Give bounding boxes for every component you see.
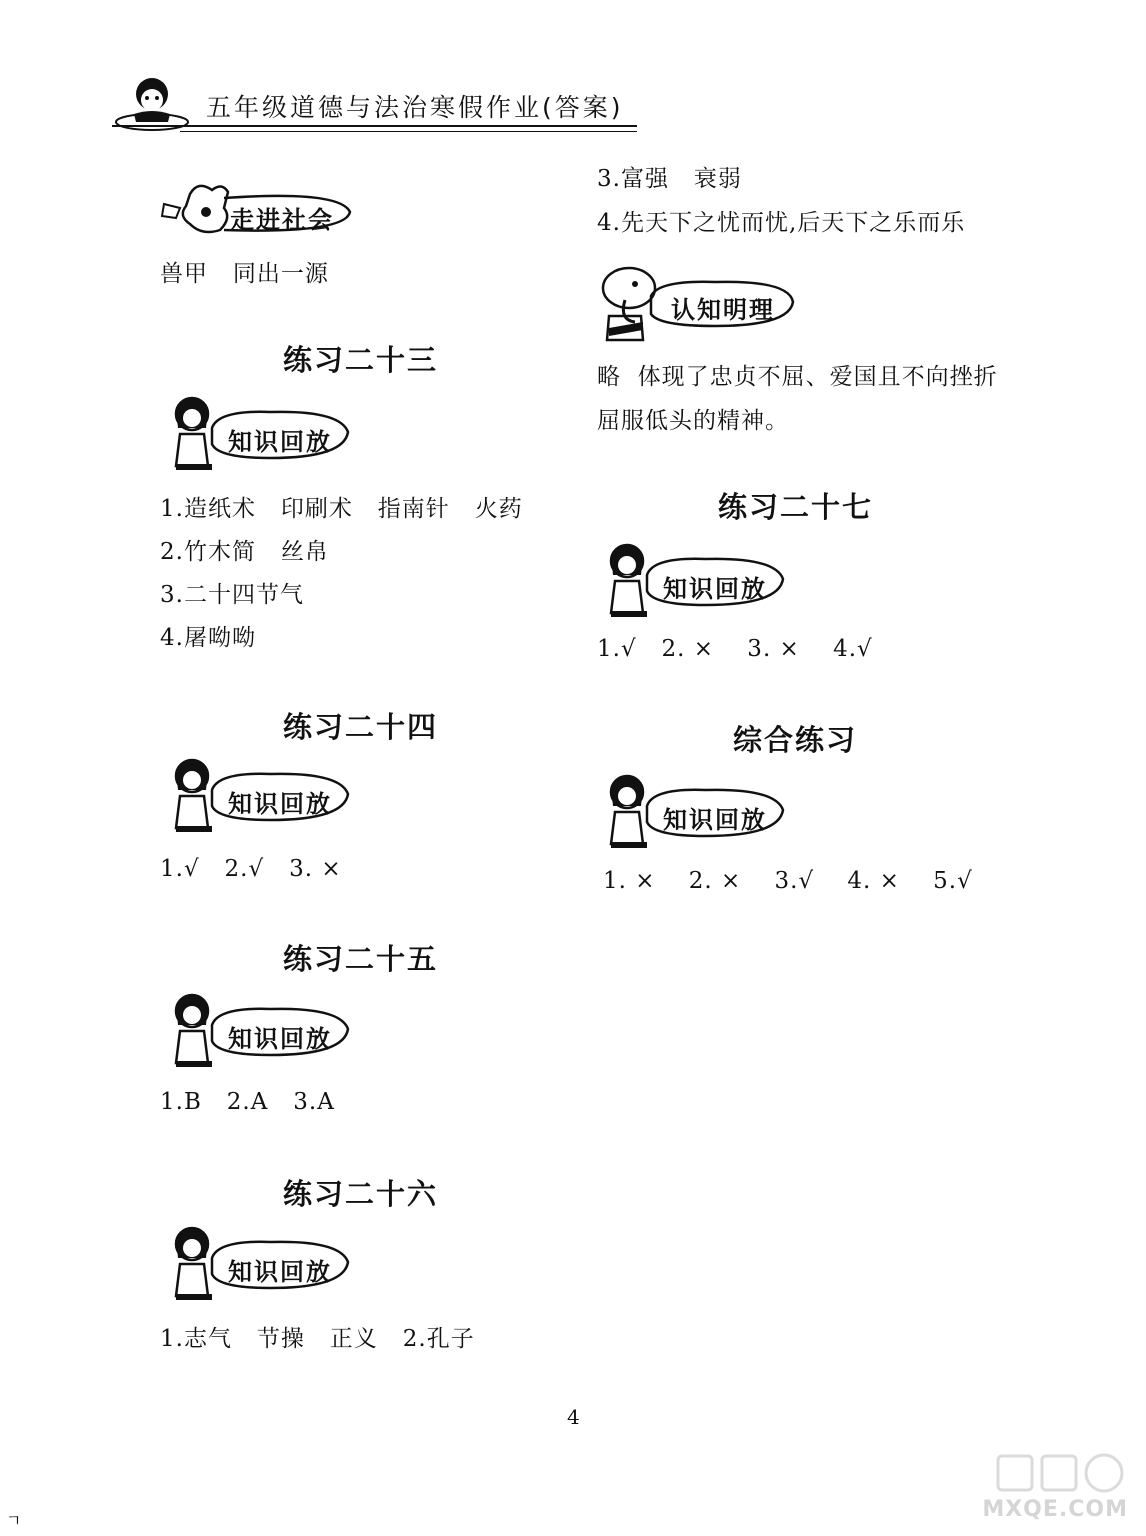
badge-walk-into-society [150, 172, 350, 262]
page-number: 4 [567, 1405, 580, 1429]
header-rule-thin [180, 131, 637, 132]
society-answer: 兽甲 同出一源 [160, 261, 329, 287]
badge-label: 知识回放 [228, 1258, 332, 1286]
answer-line: 1. × 2. × 3.√ 4. × 5.√ [603, 868, 973, 894]
badge-knowledge-review-23 [160, 388, 360, 478]
answer-line: 略 体现了忠贞不屈、爱国且不向挫折 [597, 364, 998, 390]
answer-line: 3.富强 衰弱 [597, 166, 742, 192]
badge-knowledge-review-comprehensive [595, 766, 795, 856]
answer-line: 4.屠呦呦 [160, 625, 256, 651]
badge-knowledge-review-24 [160, 750, 360, 840]
section-title-comprehensive: 综合练习 [733, 723, 858, 757]
answer-line: 4.先天下之忧而忧,后天下之乐而乐 [597, 210, 966, 236]
badge-label: 知识回放 [663, 806, 767, 834]
header-title: 五年级道德与法治寒假作业(答案) [206, 93, 624, 122]
section-title-23: 练习二十三 [283, 343, 439, 377]
answer-line: 屈服低头的精神。 [597, 408, 789, 434]
corner-mark: ㄱ [6, 1511, 22, 1530]
badge-label: 认知明理 [671, 296, 775, 324]
section-title-25: 练习二十五 [283, 942, 439, 976]
badge-knowledge-review-27 [595, 535, 795, 625]
answer-line: 1.志气 节操 正义 2.孔子 [160, 1326, 475, 1352]
section-title-26: 练习二十六 [283, 1177, 439, 1211]
answer-line: 1.√ 2. × 3. × 4.√ [597, 636, 873, 662]
answer-line: 1.√ 2.√ 3. × [160, 856, 342, 882]
badge-label: 知识回放 [228, 428, 332, 456]
watermark-text: MXQE.COM [982, 1497, 1128, 1522]
section-title-24: 练习二十四 [283, 710, 439, 744]
badge-label: 知识回放 [228, 1025, 332, 1053]
badge-knowledge-review-25 [160, 985, 360, 1075]
answer-line: 2.竹木简 丝帛 [160, 539, 329, 565]
answer-line: 1.造纸术 印刷术 指南针 火药 [160, 496, 523, 522]
badge-label: 知识回放 [228, 790, 332, 818]
watermark-logo-icon [982, 1452, 1138, 1532]
badge-cognition [595, 260, 795, 350]
badge-label: 知识回放 [663, 575, 767, 603]
answer-line: 3.二十四节气 [160, 582, 304, 608]
badge-label: 走进社会 [230, 206, 334, 234]
section-title-27: 练习二十七 [718, 490, 874, 524]
header-mascot-icon [112, 72, 190, 132]
header-rule [112, 125, 637, 127]
answer-line: 1.B 2.A 3.A [160, 1089, 335, 1115]
badge-knowledge-review-26 [160, 1218, 360, 1308]
